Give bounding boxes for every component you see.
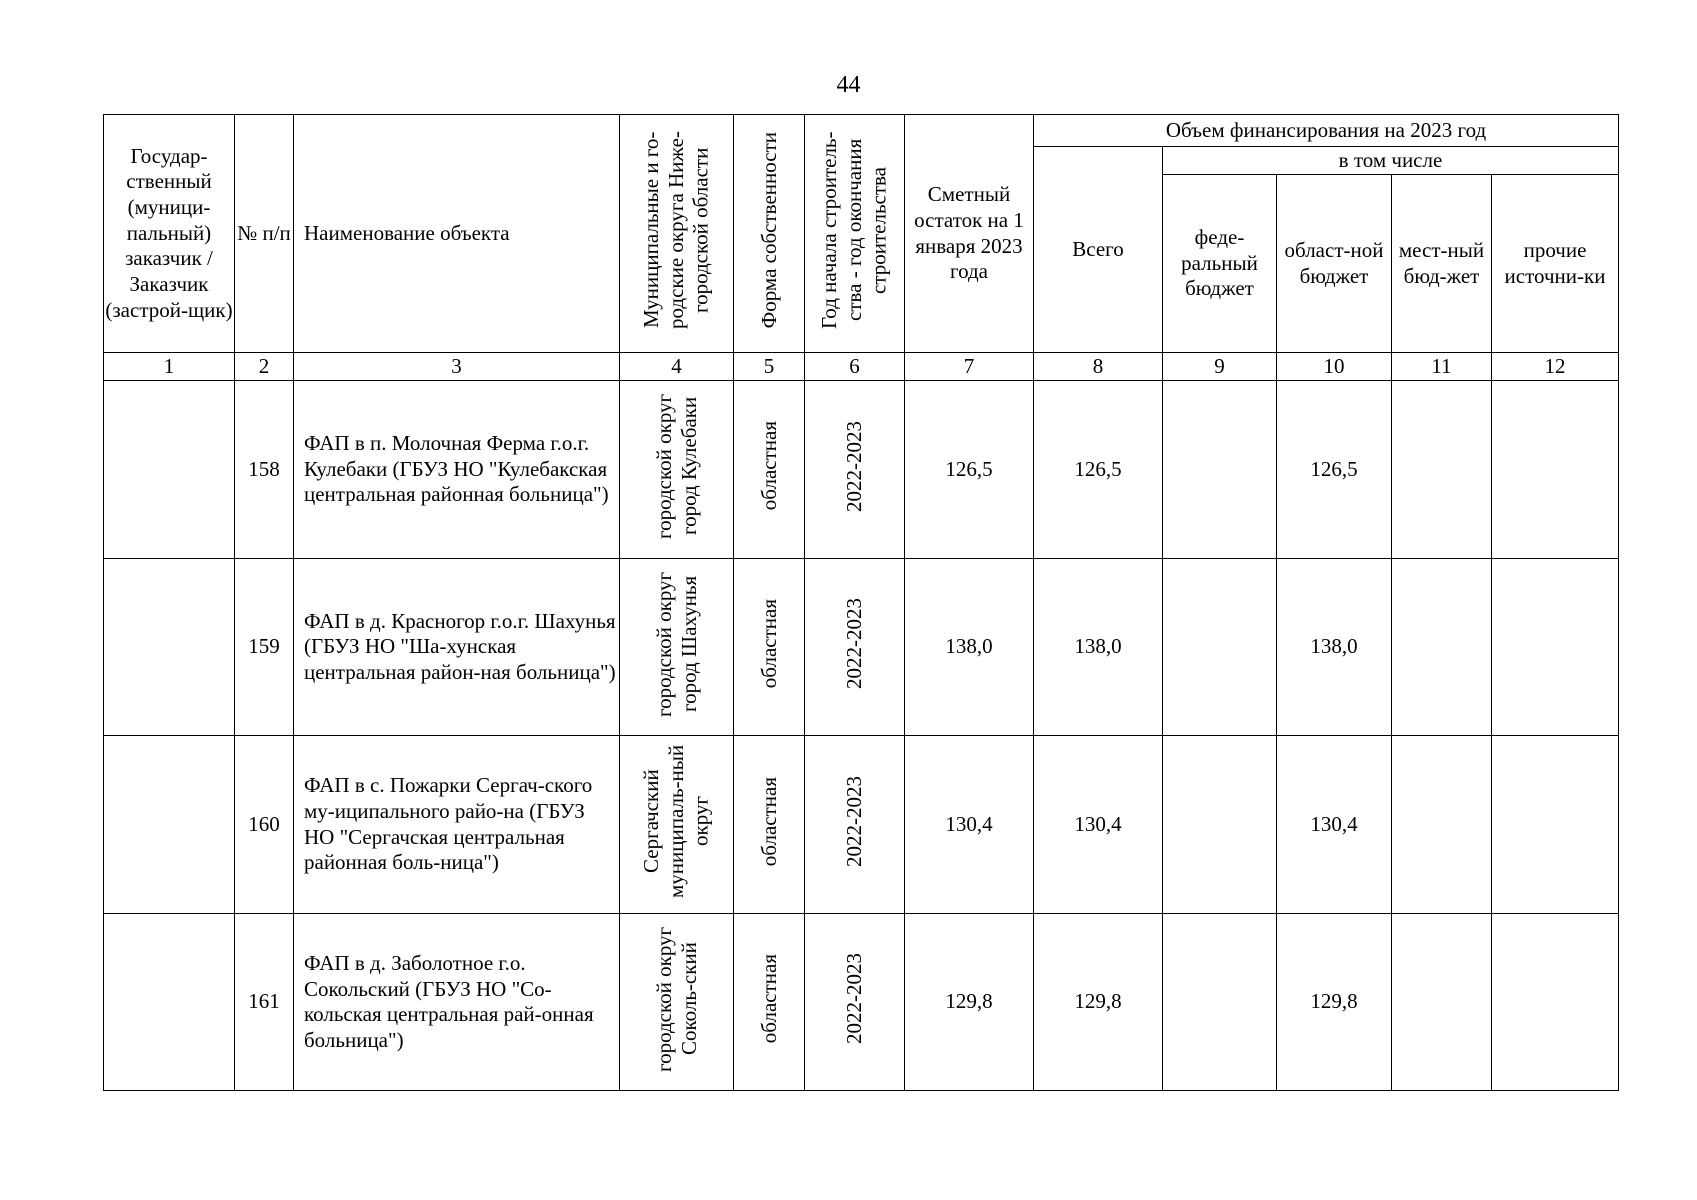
cell-total: 126,5 (1034, 381, 1163, 559)
header-total: Всего (1034, 147, 1163, 353)
cell-ownership-text: областная (756, 421, 781, 511)
cell-local (1392, 736, 1492, 914)
cell-name: ФАП в д. Заболотное г.о. Сокольский (ГБУЗ НО "Со-кольская центральная рай-онная больница") (294, 913, 620, 1091)
header-row (104, 115, 1619, 147)
header-other: прочие источни-ки (1492, 175, 1619, 353)
header-estimate: Сметный остаток на 1 января 2023 года (905, 115, 1034, 353)
cell-total: 129,8 (1034, 913, 1163, 1091)
cell-federal (1163, 913, 1277, 1091)
column-number: 3 (294, 353, 620, 381)
cell-municipality-text: городской округ Соколь-ский (651, 926, 701, 1072)
header-ownership-text: Форма собственности (756, 132, 781, 329)
cell-years-text: 2022-2023 (842, 775, 867, 867)
header-ownership (734, 115, 805, 353)
column-number: 8 (1034, 353, 1163, 381)
table-row (104, 381, 1619, 559)
cell-regional: 130,4 (1277, 736, 1392, 914)
cell-municipality (620, 913, 734, 1091)
column-number-row (104, 353, 1619, 381)
table-row (104, 736, 1619, 914)
cell-years (805, 381, 905, 559)
cell-estimate: 138,0 (905, 558, 1034, 736)
cell-other (1492, 381, 1619, 559)
cell-municipality-text: Сергачский муниципаль-ный округ (639, 744, 713, 898)
cell-municipality-text: городской округ город Шахунья (651, 571, 701, 717)
header-including: в том числе (1163, 147, 1619, 175)
page-number: 44 (836, 72, 861, 98)
cell-years-text: 2022-2023 (842, 420, 867, 512)
cell-local (1392, 558, 1492, 736)
cell-customer (104, 381, 235, 559)
column-number: 4 (620, 353, 734, 381)
cell-estimate: 129,8 (905, 913, 1034, 1091)
header-regional: област-ной бюджет (1277, 175, 1392, 353)
table-row (104, 558, 1619, 736)
cell-name: ФАП в п. Молочная Ферма г.о.г. Кулебаки (ГБУЗ НО "Кулебакская центральная районная больница") (294, 381, 620, 559)
cell-years (805, 736, 905, 914)
cell-years (805, 913, 905, 1091)
cell-ownership-text: областная (756, 776, 781, 866)
cell-estimate: 126,5 (905, 381, 1034, 559)
cell-total: 130,4 (1034, 736, 1163, 914)
table-row (104, 913, 1619, 1091)
cell-ownership (734, 913, 805, 1091)
column-number: 9 (1163, 353, 1277, 381)
cell-other (1492, 913, 1619, 1091)
cell-municipality (620, 558, 734, 736)
cell-name: ФАП в с. Пожарки Сергач-ского му-иципального райо-на (ГБУЗ НО "Сергачская центральная районная боль-ница") (294, 736, 620, 914)
header-federal: феде-ральный бюджет (1163, 175, 1277, 353)
cell-regional: 126,5 (1277, 381, 1392, 559)
cell-years-text: 2022-2023 (842, 598, 867, 690)
header-years-text: Год начала строитель-ства - год окончания строительства (817, 131, 891, 329)
header-name: Наименование объекта (294, 115, 620, 353)
cell-name: ФАП в д. Красногор г.о.г. Шахунья (ГБУЗ НО "Ша-хунская центральная район-ная больница") (294, 558, 620, 736)
header-municipality-text: Муниципальные и го-родские округа Ниже-городской области (639, 131, 713, 330)
funding-table (103, 114, 1619, 1091)
cell-ownership (734, 558, 805, 736)
cell-customer (104, 558, 235, 736)
cell-ownership (734, 381, 805, 559)
column-number: 5 (734, 353, 805, 381)
header-funding-group: Объем финансирования на 2023 год (1034, 115, 1619, 147)
cell-other (1492, 558, 1619, 736)
column-number: 11 (1392, 353, 1492, 381)
cell-customer (104, 913, 235, 1091)
header-years (805, 115, 905, 353)
column-number: 1 (104, 353, 235, 381)
cell-number: 161 (235, 913, 294, 1091)
cell-regional: 138,0 (1277, 558, 1392, 736)
column-number: 12 (1492, 353, 1619, 381)
cell-municipality (620, 381, 734, 559)
header-local: мест-ный бюд-жет (1392, 175, 1492, 353)
cell-regional: 129,8 (1277, 913, 1392, 1091)
header-customer: Государ-ственный (муници-пальный) заказчик / Заказчик (застрой-щик) (104, 115, 235, 353)
cell-years-text: 2022-2023 (842, 953, 867, 1045)
header-number: № п/п (235, 115, 294, 353)
cell-municipality-text: городской округ город Кулебаки (651, 393, 701, 539)
cell-ownership-text: областная (756, 954, 781, 1044)
cell-years (805, 558, 905, 736)
cell-local (1392, 913, 1492, 1091)
cell-federal (1163, 736, 1277, 914)
cell-customer (104, 736, 235, 914)
cell-total: 138,0 (1034, 558, 1163, 736)
column-number: 6 (805, 353, 905, 381)
cell-ownership-text: областная (756, 599, 781, 689)
cell-estimate: 130,4 (905, 736, 1034, 914)
cell-federal (1163, 558, 1277, 736)
column-number: 10 (1277, 353, 1392, 381)
cell-ownership (734, 736, 805, 914)
cell-number: 160 (235, 736, 294, 914)
cell-other (1492, 736, 1619, 914)
cell-local (1392, 381, 1492, 559)
cell-municipality (620, 736, 734, 914)
cell-federal (1163, 381, 1277, 559)
header-municipality (620, 115, 734, 353)
cell-number: 159 (235, 558, 294, 736)
column-number: 2 (235, 353, 294, 381)
cell-number: 158 (235, 381, 294, 559)
column-number: 7 (905, 353, 1034, 381)
